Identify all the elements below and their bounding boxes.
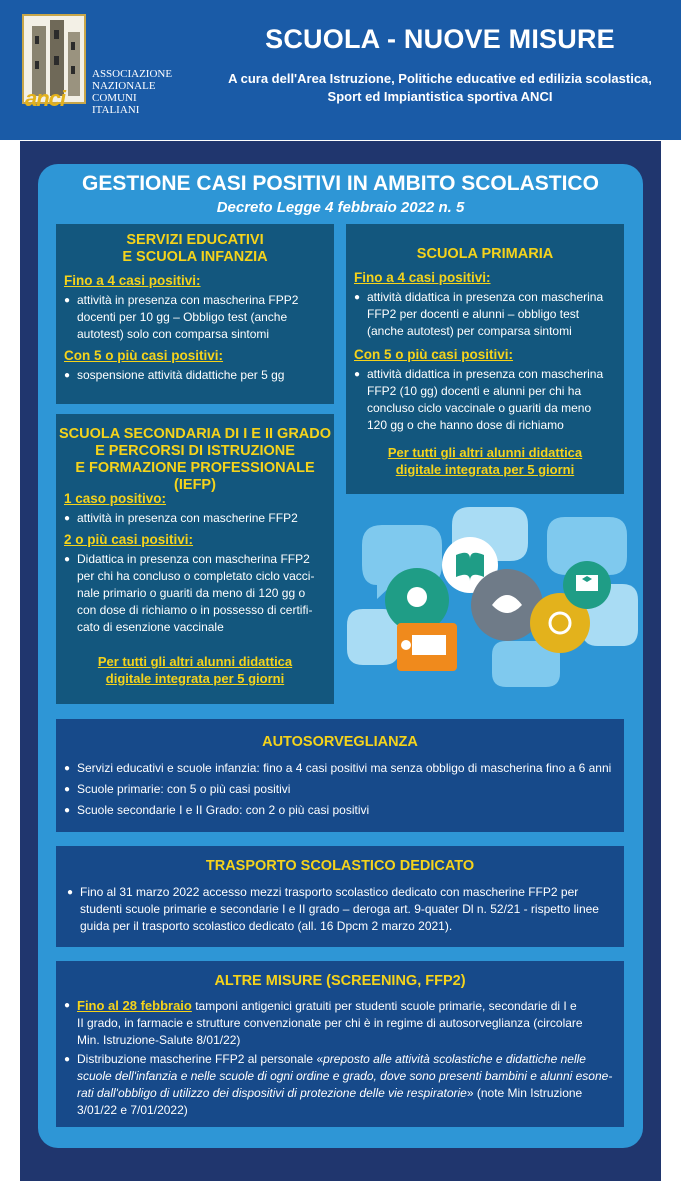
altre-item2: ● Distribuzione mascherine FFP2 al personale «preposto alle attività scolastiche e didattiche nelle scuole dell'infanzia e nelle scuole di ogni ordine e grado, dove sono presenti bambini e alunni esone- rati dall'obbligo di utilizzo dei dispositivi di protezione delle vie respiratorie» (note Min Istruzione 3/01/22 e 7/01/2022): [77, 1051, 619, 1119]
main-title: GESTIONE CASI POSITIVI IN AMBITO SCOLASTICO: [82, 172, 599, 195]
primaria-note: Per tutti gli altri alunni didattica digitale integrata per 5 giorni: [387, 445, 583, 477]
secondaria-bullet2: ● Didattica in presenza con mascherina FFP2 per chi ha concluso o completato ciclo vacci- nale primario o guariti da meno di 120 gg o con dose di richiamo o in possesso di certifi- cato di esenzione vaccinale: [77, 551, 329, 636]
trasporto-text: ● Fino al 31 marzo 2022 accesso mezzi trasporto scolastico dedicato con mascherine FFP2 per studenti scuole primarie e secondarie I e II grado – deroga art. 9-quater Dl n. 52/21 - rispetto linee guida per il trasporto scolastico dedicato (all. 16 Dpcm 2 marzo 2021).: [80, 884, 620, 935]
infanzia-title: SERVIZI EDUCATIVI E SCUOLA INFANZIA: [122, 232, 268, 265]
secondaria-sub1: 1 caso positivo:: [64, 491, 167, 506]
primaria-title: SCUOLA PRIMARIA: [416, 246, 554, 262]
education-illustration: [342, 505, 642, 705]
infanzia-bullet2: ● sospensione attività didattiche per 5 gg: [77, 367, 327, 384]
altre-title: ALTRE MISURE (SCREENING, FFP2): [214, 973, 466, 989]
page-header: [0, 0, 681, 140]
autosorveglianza-item: ● Servizi educativi e scuole infanzia: fino a 4 casi positivi ma senza obbligo di mascherina fino a 6 anni: [77, 760, 617, 777]
infanzia-sub2: Con 5 o più casi positivi:: [64, 348, 224, 363]
infanzia-bullet1: ● attività in presenza con mascherina FPP2 docenti per 10 gg – Obbligo test (anche autotest) solo con comparsa sintomi: [77, 292, 327, 343]
primaria-bullet2: ● attività didattica in presenza con mascherina FFP2 (10 gg) docenti e alunni per chi ha concluso ciclo vaccinale o guariti da meno 120 gg o che hanno dose di richiamo: [367, 366, 623, 434]
trasporto-title: TRASPORTO SCOLASTICO DEDICATO: [205, 858, 475, 874]
main-subtitle: Decreto Legge 4 febbraio 2022 n. 5: [216, 199, 465, 216]
altre-item1: ● Fino al 28 febbraio tamponi antigenici gratuiti per studenti scuole primarie, secondarie di I e II grado, in farmacie e strutture convenzionate per chi è in regime di autosorveglianza (circolare Min. Istruzione-Salute 8/01/22): [77, 997, 619, 1049]
infanzia-sub1: Fino a 4 casi positivi:: [64, 273, 201, 288]
speech-bubbles-icon: [342, 505, 642, 705]
page-title: SCUOLA - NUOVE MISURE: [265, 24, 615, 54]
secondaria-title: SCUOLA SECONDARIA DI I E II GRADO E PERCORSI DI ISTRUZIONE E FORMAZIONE PROFESSIONALE (IEFP): [58, 426, 332, 493]
anci-logo-text: ASSOCIAZIONE NAZIONALE COMUNI ITALIANI: [92, 68, 173, 116]
autosorveglianza-item: ● Scuole primarie: con 5 o più casi positivi: [77, 781, 617, 798]
primaria-sub2: Con 5 o più casi positivi:: [354, 347, 514, 362]
autosorveglianza-title: AUTOSORVEGLIANZA: [262, 734, 418, 750]
autosorveglianza-item: ● Scuole secondarie I e II Grado: con 2 o più casi positivi: [77, 802, 617, 819]
anci-logo-word: anci: [25, 86, 66, 111]
page-subtitle: A cura dell'Area Istruzione, Politiche educative ed edilizia scolastica, Sport ed Impiantistica sportiva ANCI: [228, 71, 652, 104]
primaria-bullet1: ● attività didattica in presenza con mascherina FFP2 per docenti e alunni – obbligo test (anche autotest) per comparsa sintomi: [367, 289, 623, 340]
secondaria-sub2: 2 o più casi positivi:: [64, 532, 194, 547]
secondaria-bullet1: ● attività in presenza con mascherine FFP2: [77, 510, 327, 527]
primaria-sub1: Fino a 4 casi positivi:: [354, 270, 491, 285]
secondaria-note: Per tutti gli altri alunni didattica digitale integrata per 5 giorni: [97, 654, 293, 686]
